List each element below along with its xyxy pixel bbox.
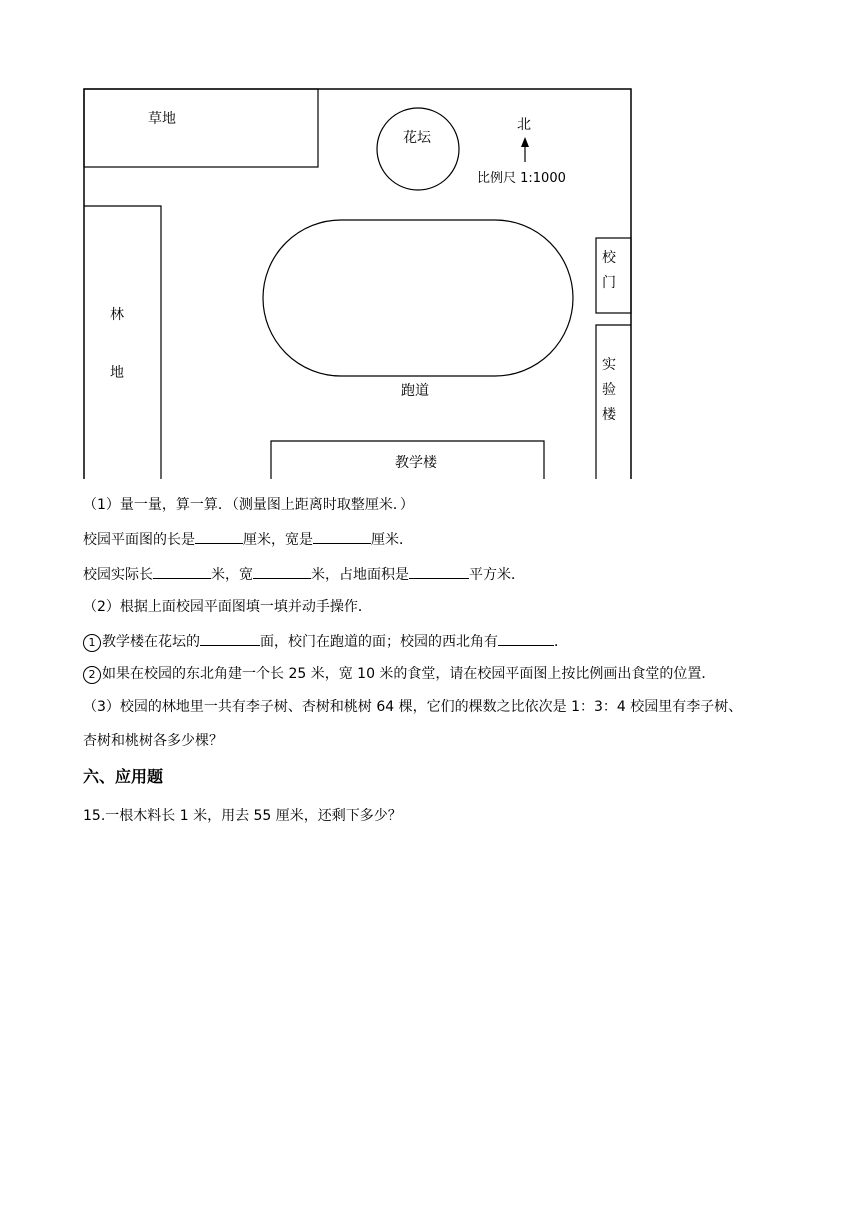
track-label: 跑道 [401,383,429,399]
answer-blank[interactable] [153,564,211,579]
circled-number-2: 2 [83,666,101,684]
grass-area [84,89,318,167]
circled-number-1: 1 [83,634,101,652]
answer-blank[interactable] [253,564,311,579]
flowerbed-label: 花坛 [403,130,431,146]
woodland-label-1: 林 [110,307,124,323]
question-2-item-2 [83,664,715,684]
north-label: 北 [517,117,531,133]
q2-item1-text-c: ． [554,634,568,650]
woodland-label-2: 地 [110,365,124,381]
teaching-building-label: 教学楼 [395,455,437,471]
q1-line2-text-b: 米，宽 [211,567,253,583]
flowerbed [377,108,459,190]
question-2-intro: （2）根据上面校园平面图填一填并动手操作． [83,599,372,615]
question-3-line-2: 杏树和桃树各多少棵？ [83,733,223,749]
q1-line1-text-a: 校园平面图的长是 [83,532,195,548]
q1-line2-text-d: 平方米． [469,567,525,583]
question-1-line-2 [83,564,525,585]
question-15: 15.一根木料长 1 米，用去 55 厘米，还剩下多少？ [83,808,402,824]
q1-line1-text-c: 厘米． [371,532,413,548]
answer-blank[interactable] [498,631,554,646]
scale-label: 比例尺 1:1000 [477,171,566,186]
gate-label-1: 校 [602,250,616,266]
answer-blank[interactable] [313,529,371,544]
answer-blank[interactable] [409,564,469,579]
running-track [263,220,573,376]
grass-label: 草地 [148,111,176,127]
q1-line2-text-a: 校园实际长 [83,567,153,583]
north-arrow-head [521,137,529,147]
campus-boundary [84,89,631,479]
q2-item1-text-b: 面，校门在跑道的面；校园的西北角有 [260,634,498,650]
campus-plan-map [0,0,860,490]
q1-line1-text-b: 厘米，宽是 [243,532,313,548]
q1-line2-text-c: 米，占地面积是 [311,567,409,583]
answer-blank[interactable] [200,631,260,646]
question-1-line-1 [83,529,413,550]
answer-blank[interactable] [195,529,243,544]
question-1-intro: （1）量一量，算一算．（测量图上距离时取整厘米．） [83,497,414,513]
gate-label-2: 门 [602,275,616,291]
lab-label-3: 楼 [602,407,616,423]
woodland-area [84,206,161,479]
lab-label-2: 验 [602,382,616,398]
q2-item1-text-a: 教学楼在花坛的 [102,634,200,650]
section-heading: 六、应用题 [83,767,164,786]
question-2-item-1 [83,631,568,652]
q2-item2-text: 如果在校园的东北角建一个长 25 米，宽 10 米的食堂，请在校园平面图上按比例画出食堂的位置． [102,666,716,682]
question-3-line-1: （3）校园的林地里一共有李子树、杏树和桃树 64 棵，它们的棵数之比依次是 1：3：4 校园里有李子树、 [83,699,743,715]
lab-building [596,325,631,479]
lab-label-1: 实 [602,357,616,373]
